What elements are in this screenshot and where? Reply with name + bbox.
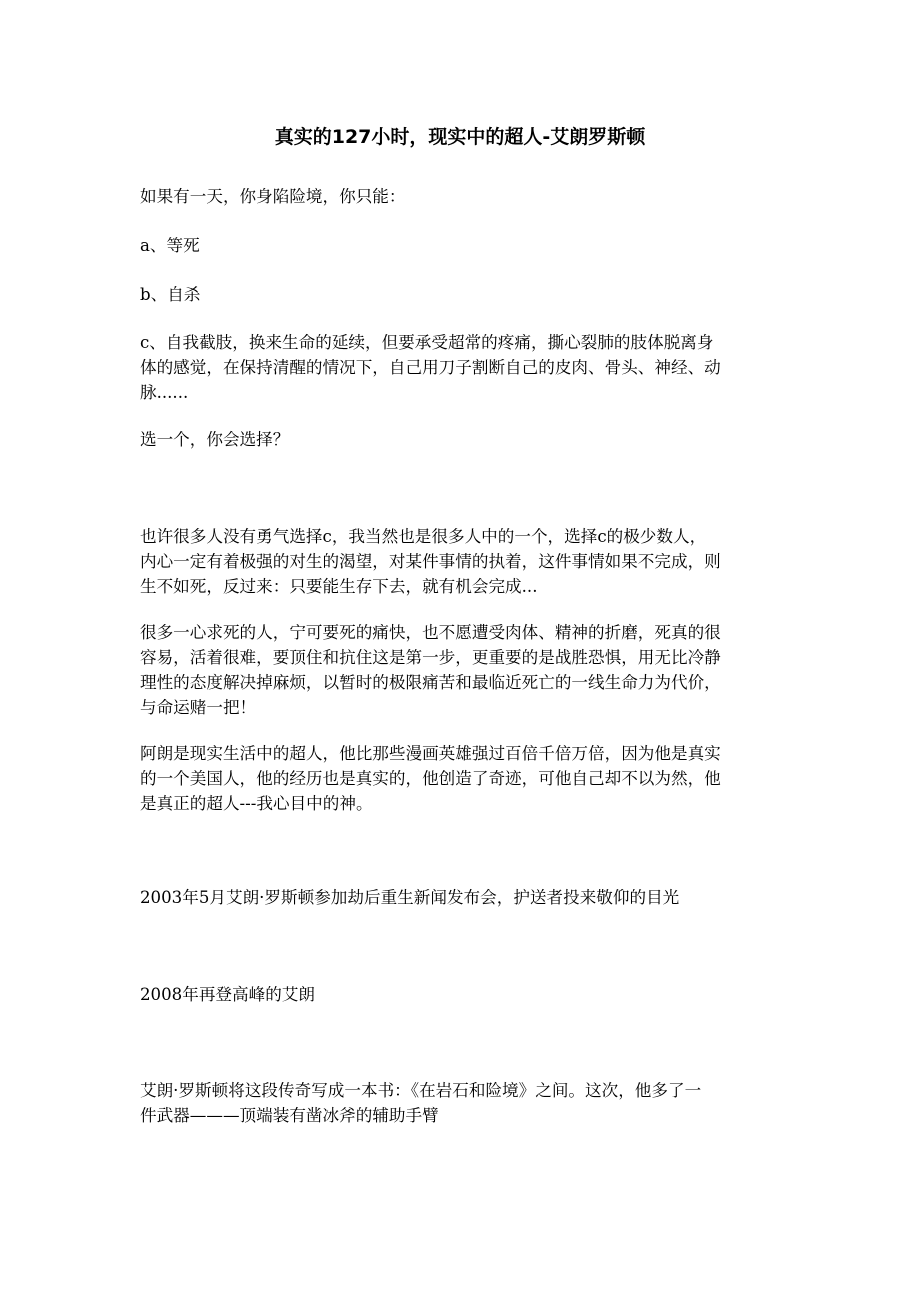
- caption-2003: 2003年5月艾朗·罗斯顿参加劫后重生新闻发布会，护送者投来敬仰的目光: [140, 888, 680, 907]
- caption-2008: 2008年再登高峰的艾朗: [140, 985, 315, 1004]
- paragraph-death: 很多一心求死的人，宁可要死的痛快，也不愿遭受肉体、精神的折磨，死真的很 容易，活着很难，要顶住和抗住这是第一步，更重要的是战胜恐惧，用无比冷静 理性的态度解决掉麻烦，以暂时的极限痛苦和最临近死亡的一线生命力为代价， 与命运赌一把！: [140, 623, 721, 717]
- paragraph-option-a: a、等死: [140, 236, 200, 255]
- paragraph-option-b: b、自杀: [140, 285, 201, 304]
- paragraph-book: 艾朗·罗斯顿将这段传奇写成一本书：《在岩石和险境》之间。这次，他多了一 件武器———顶端装有凿冰斧的辅助手臂: [140, 1081, 702, 1125]
- paragraph-superman: 阿朗是现实生活中的超人，他比那些漫画英雄强过百倍千倍万倍，因为他是真实 的一个美国人，他的经历也是真实的，他创造了奇迹，可他自己却不以为然，他 是真正的超人---我心目中的神。: [140, 744, 721, 813]
- paragraph-intro: 如果有一天，你身陷险境，你只能：: [140, 187, 406, 206]
- paragraph-option-c: c、自我截肢，换来生命的延续，但要承受超常的疼痛，撕心裂肺的肢体脱离身 体的感觉，在保持清醒的情况下，自己用刀子割断自己的皮肉、骨头、神经、动 脉......: [140, 333, 721, 402]
- paragraph-courage: 也许很多人没有勇气选择c，我当然也是很多人中的一个，选择c的极少数人， 内心一定有着极强的对生的渴望，对某件事情的执着，这件事情如果不完成，则 生不如死，反过来：只要能生存下去，就有机会完成...: [140, 527, 721, 596]
- document-title: 真实的127小时，现实中的超人-艾朗罗斯顿: [274, 126, 646, 148]
- paragraph-question: 选一个，你会选择？: [140, 430, 290, 449]
